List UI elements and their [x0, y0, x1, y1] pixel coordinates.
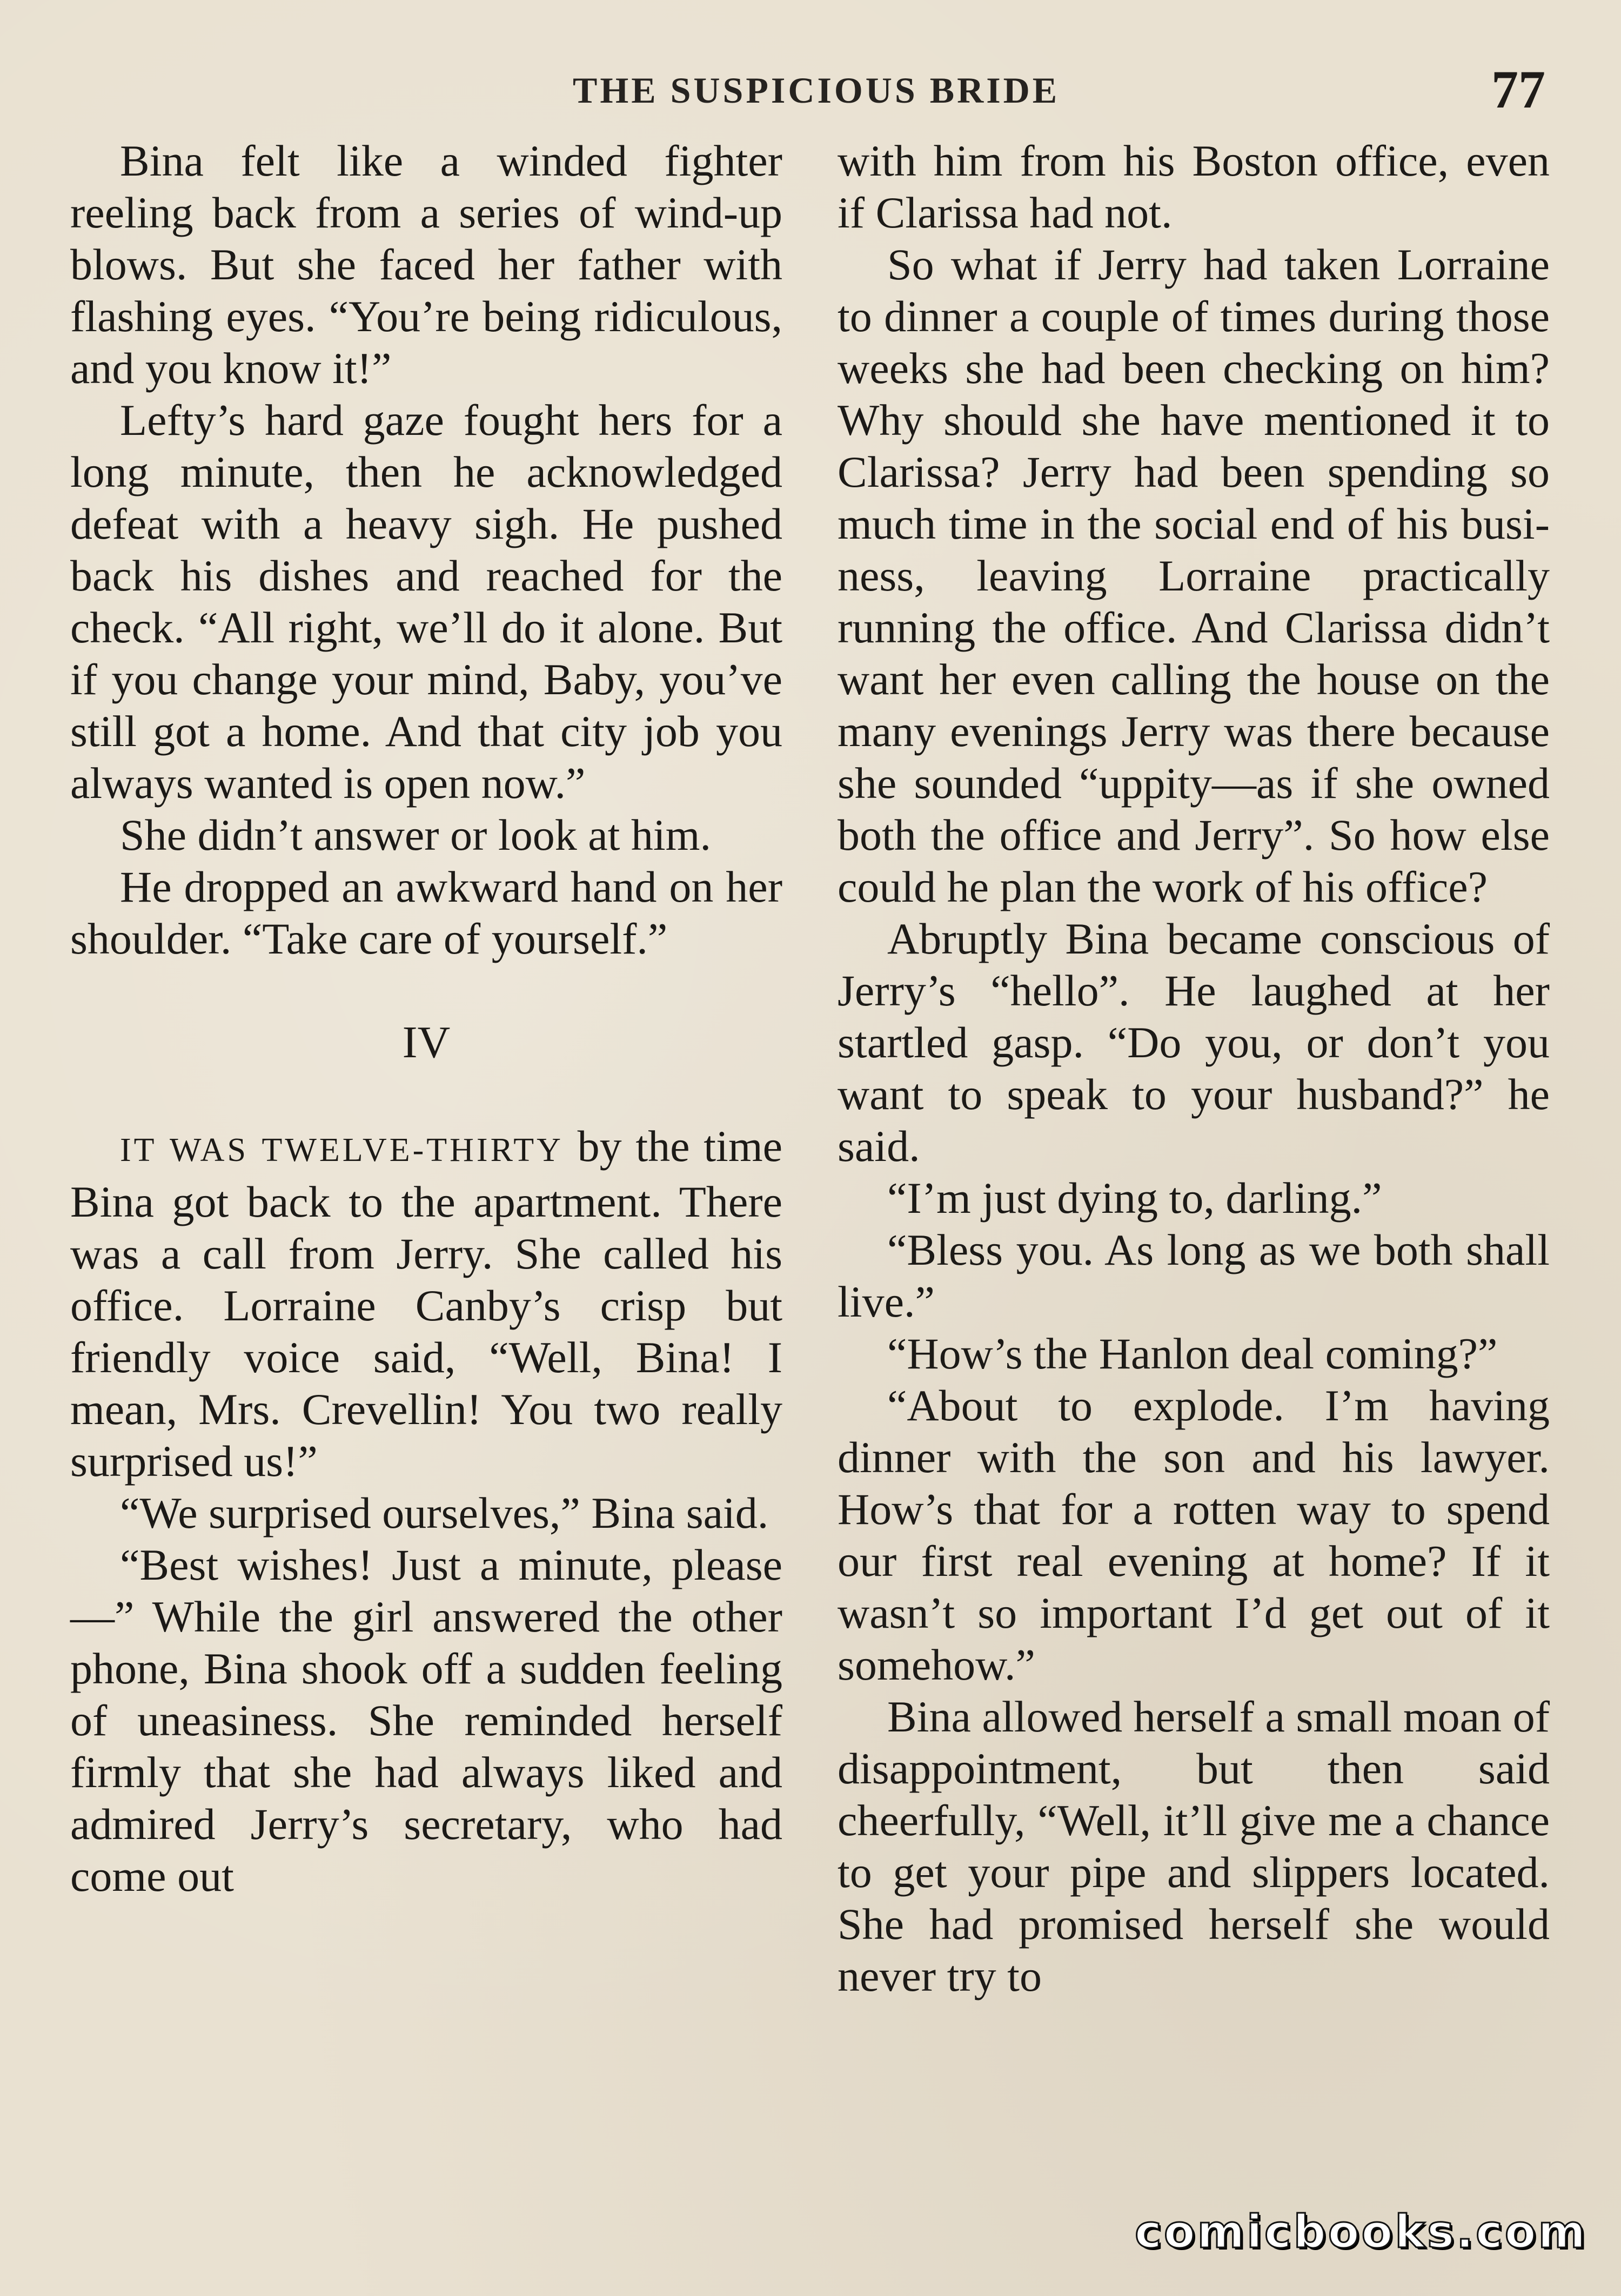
chapter-heading: IV	[402, 1017, 451, 1068]
page-number: 77	[1491, 59, 1545, 119]
left-column	[70, 135, 782, 1902]
paragraph: So what if Jerry had taken Lorraine to dinner a couple of times during those weeks she had been checking on him? Why should she have mentioned it to Clarissa? Jerry had been spending so much time in the social end of his business, leaving Lorraine practically running the office. And Clarissa didn’t want her even calling the house on the many evenings Jerry was there because she sounded “uppity—as if she owned both the office and Jerry”. So how else could he plan the work of his office?	[838, 240, 1550, 911]
chapter-opening-text: by the time Bina got back to the apartment. There was a call from Jerry. She called his office. Lorraine Canby’s crisp but friendly voice said, “Well, Bina! I mean, Mrs. Crevellin! You two really surprised us!”	[70, 1122, 783, 1486]
paragraph: Bina felt like a winded fighter reeling back from a series of wind-up blows. But she faced her father with flashing eyes. “You’re being ridiculous, and you know it!”	[70, 136, 782, 393]
paragraph: “Best wishes! Just a minute, please—” While the girl answered the other phone, Bina shook off a sudden feeling of uneasiness. She reminded herself firmly that she had always liked and admired Jerry’s secretary, who had come out	[70, 1540, 782, 1901]
paragraph: “Bless you. As long as we both shall live.”	[838, 1225, 1550, 1326]
paragraph: “We surprised ourselves,” Bina said.	[120, 1488, 769, 1538]
paragraph: Abruptly Bina became conscious of Jerry’s “hello”. He laughed at her startled gasp. “Do you, or don’t you want to speak to your husband?” he said.	[838, 914, 1550, 1171]
watermark: comicbooks.com	[1135, 2205, 1587, 2258]
paragraph: He dropped an awkward hand on her shoulder. “Take care of yourself.”	[70, 862, 782, 963]
paragraph-continuation: with him from his Boston office, even if Clarissa had not.	[838, 136, 1550, 237]
paragraph: “How’s the Hanlon deal coming?”	[887, 1329, 1498, 1378]
paragraph: Bina allowed herself a small moan of disappointment, but then said cheerfully, “Well, it’ll give me a chance to get your pipe and slippers located. She had promised herself she would never try to	[838, 1692, 1550, 2000]
paragraph: Lefty’s hard gaze fought hers for a long minute, then he acknowledged defeat with a heavy sigh. He pushed back his dishes and reached for the check. “All right, we’ll do it alone. But if you change your mind, Baby, you’ve still got a home. And that city job you always wanted is open now.”	[70, 395, 782, 808]
paragraph: “I’m just dying to, darling.”	[887, 1173, 1382, 1223]
paragraph: “About to explode. I’m having dinner with the son and his lawyer. How’s that for a rotten way to spend our first real evening at home? If it wasn’t so important I’d get out of it somehow.”	[838, 1381, 1550, 1689]
right-column	[838, 135, 1550, 2002]
chapter-opening-paragraph	[70, 1120, 782, 1487]
chapter-opening-small-caps: IT WAS TWELVE-THIRTY	[120, 1132, 564, 1169]
running-title: THE SUSPICIOUS BRIDE	[573, 70, 1060, 111]
paragraph: She didn’t answer or look at him.	[120, 810, 711, 860]
